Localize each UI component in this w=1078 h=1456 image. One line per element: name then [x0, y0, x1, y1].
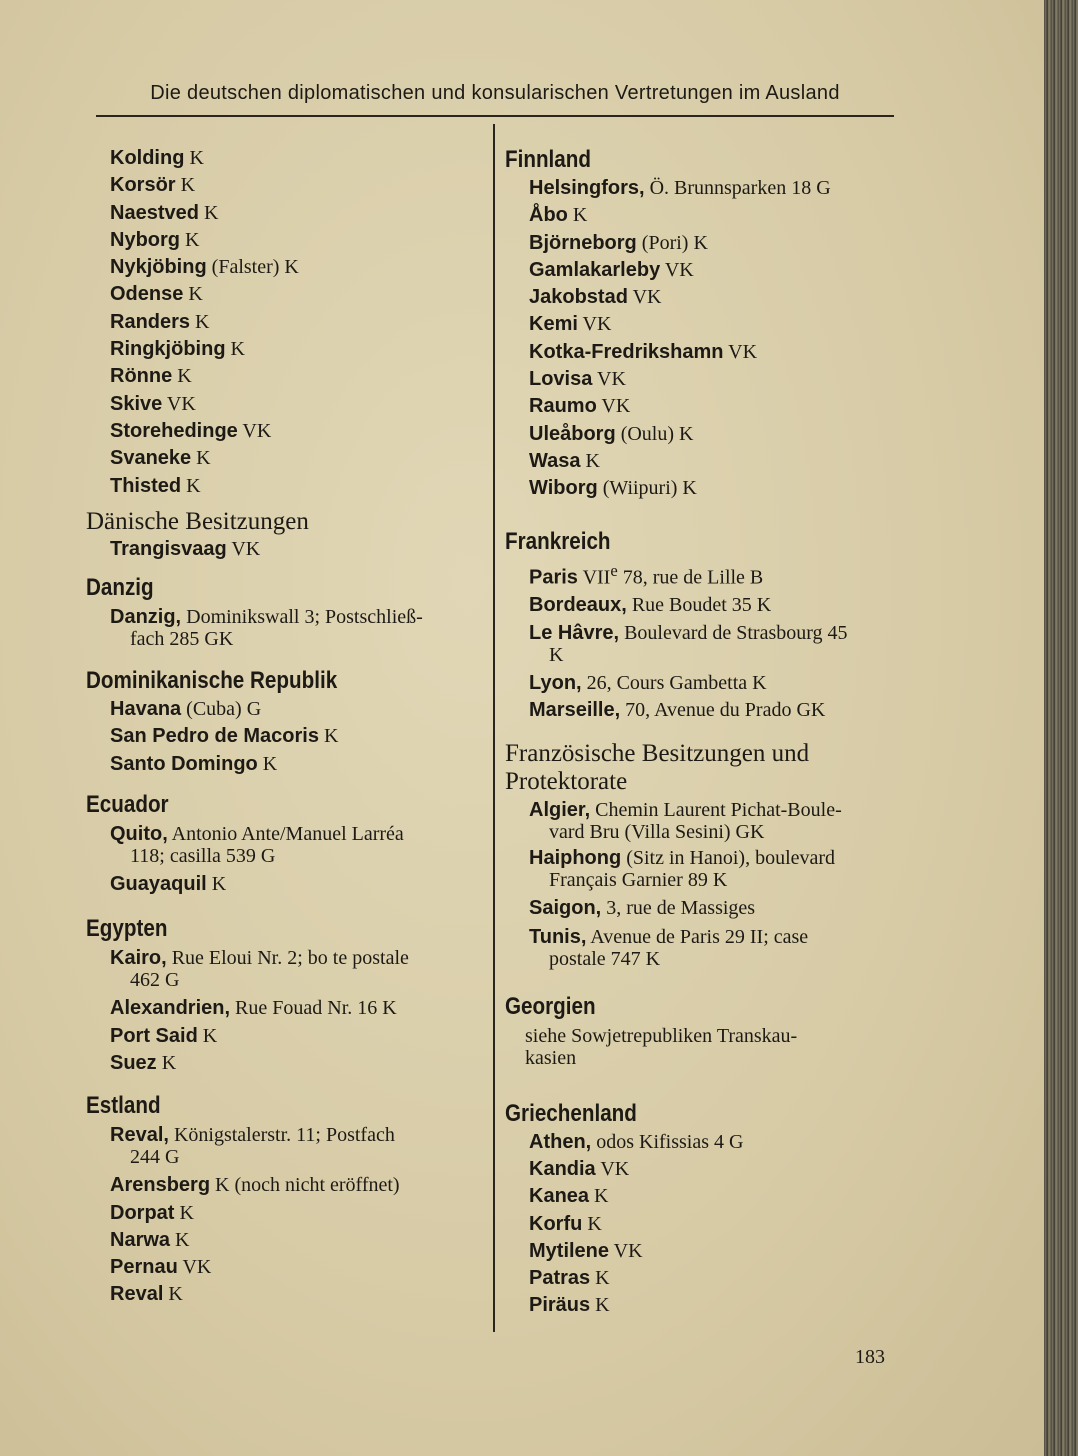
entry-name: Kemi	[529, 313, 578, 336]
entry	[86, 1050, 480, 1077]
entry	[86, 445, 480, 472]
entry	[86, 1227, 480, 1254]
entry-name: Skive	[110, 392, 163, 415]
entry-rest: K	[257, 752, 278, 775]
entry-name: Kairo,	[110, 947, 167, 970]
entry-rest: K	[180, 228, 200, 251]
entry	[86, 1200, 480, 1227]
entry-rest: K	[582, 1212, 602, 1235]
entry-rest: K	[191, 447, 211, 470]
entry-rest: K	[175, 174, 196, 197]
spacer	[505, 724, 897, 740]
entry	[505, 257, 897, 284]
entry-rest: K	[170, 1228, 190, 1251]
entry-rest: K	[181, 474, 201, 497]
entry	[86, 1172, 480, 1199]
entry	[505, 622, 897, 666]
entry-name: Naestved	[110, 201, 199, 224]
entry-name: Kotka-Fredrikshamn	[529, 340, 724, 363]
entry-name: Kolding	[110, 147, 185, 169]
entry-rest: K	[197, 1024, 218, 1047]
entry-rest: siehe Sowjetrepubliken Transkau-	[525, 1024, 798, 1047]
entry-name: Tunis,	[529, 925, 587, 948]
spacer	[86, 1077, 480, 1091]
entry-rest: (Cuba) G	[181, 698, 262, 721]
entry-rest: Dominikswall 3; Postschließ-	[181, 606, 423, 629]
entry	[505, 1265, 897, 1292]
country-heading: Frankreich	[505, 527, 611, 555]
entry-name: Trangisvaag	[110, 537, 227, 560]
entry	[86, 418, 480, 445]
entry-rest: (Falster) K	[206, 256, 299, 279]
entry	[505, 475, 897, 502]
entry-rest: K	[567, 204, 588, 227]
entry-name: Björneborg	[529, 231, 637, 254]
entry-name: Arensberg	[110, 1174, 211, 1197]
entry	[505, 557, 897, 592]
entry-name: Storehedinge	[110, 419, 238, 442]
country-heading: Finnland	[505, 146, 591, 173]
entry	[505, 847, 897, 891]
entry-rest: VK	[596, 395, 631, 418]
entry	[505, 1211, 897, 1238]
entry-continuation: K	[549, 643, 564, 666]
entry-name: Nyborg	[110, 228, 180, 251]
entry-rest: K	[198, 201, 219, 224]
entry-rest: K	[163, 1283, 183, 1306]
entry	[505, 1292, 897, 1319]
country-heading: Dänische Besitzungen	[86, 507, 309, 535]
entry	[505, 1183, 897, 1210]
entry-name: Piräus	[529, 1294, 591, 1317]
spacer	[86, 778, 480, 790]
entry-rest: VK	[177, 1256, 212, 1279]
entry-name: Lovisa	[529, 368, 593, 391]
entry-rest: Rue Eloui Nr. 2; bo te postale	[166, 947, 409, 970]
entry-rest: VK	[577, 313, 612, 336]
entry-name: Reval	[110, 1283, 164, 1306]
entry-name: Randers	[110, 310, 191, 333]
entry-rest: Rue Boudet 35 K	[626, 593, 772, 616]
entry-rest: VK	[627, 286, 662, 309]
country-heading: Danzig	[86, 574, 154, 602]
header-rule	[96, 115, 894, 117]
entry-name: Algier,	[529, 799, 591, 822]
entry	[86, 254, 480, 281]
book-edge	[1044, 0, 1078, 1456]
entry	[86, 1281, 480, 1308]
entry-rest: Königstalerstr. 11; Postfach	[168, 1124, 395, 1147]
entry-name: Saigon,	[529, 897, 602, 920]
left-column	[86, 145, 480, 1309]
entry-name: Korsör	[110, 174, 176, 197]
entry-rest: K	[225, 338, 245, 361]
entry-continuation: vard Bru (Villa Sesini) GK	[549, 821, 765, 844]
country-heading: Estland	[86, 1092, 161, 1120]
entry	[505, 1129, 897, 1156]
entry	[86, 1254, 480, 1281]
entry-name: Jakobstad	[529, 286, 628, 309]
entry	[505, 202, 897, 229]
entry-name: Bordeaux,	[529, 593, 627, 616]
page-number: 183	[855, 1346, 885, 1368]
country-heading: Georgien	[505, 992, 596, 1020]
entry	[505, 311, 897, 338]
entry	[505, 393, 897, 420]
country-heading: Egypten	[86, 915, 168, 943]
entry-name: Alexandrien,	[110, 997, 231, 1020]
entry-name: Athen,	[529, 1130, 592, 1153]
entry-rest: K	[590, 1294, 610, 1317]
entry-rest: VK	[609, 1239, 643, 1262]
entry-name: Kanea	[529, 1185, 590, 1208]
entry-rest: K	[156, 1051, 177, 1074]
entry-rest: (Pori) K	[636, 231, 708, 254]
entry-name: Guayaquil	[110, 873, 207, 896]
entry-rest: VK	[723, 340, 758, 363]
entry-name: Lyon,	[529, 671, 582, 694]
entry-name: Helsingfors,	[529, 177, 645, 199]
entry-rest: Ö. Brunnsparken 18 G	[644, 177, 831, 199]
entry-name: Åbo	[529, 204, 568, 227]
running-header: Die deutschen diplomatischen und konsularischen Vertretungen im Ausland	[150, 82, 840, 104]
entry	[86, 227, 480, 254]
entry-rest: K	[589, 1185, 609, 1208]
entry-name: Quito,	[110, 823, 168, 846]
entry-name: Wiborg	[529, 477, 598, 500]
spacer	[86, 654, 480, 666]
entry-rest: K	[183, 283, 203, 306]
entry-name: Le Hâvre,	[529, 621, 620, 644]
entry	[86, 309, 480, 336]
entry-rest: K	[174, 1201, 194, 1224]
entry-rest: Boulevard de Strasbourg 45	[619, 621, 848, 644]
entry-rest: Rue Fouad Nr. 16 K	[230, 997, 397, 1020]
entry	[505, 697, 897, 724]
entry-rest: K	[184, 147, 204, 169]
entry	[505, 670, 897, 697]
entry-name: Rönne	[110, 365, 173, 388]
entry-name: Port Said	[110, 1024, 198, 1047]
entry	[86, 823, 480, 867]
entry	[86, 696, 480, 723]
entry-name: Uleåborg	[529, 422, 616, 445]
entry	[86, 336, 480, 363]
entry-rest: K (noch nicht eröffnet)	[210, 1174, 400, 1197]
entry	[505, 421, 897, 448]
entry-rest: VII	[577, 566, 611, 589]
entry-name: Santo Domingo	[110, 752, 258, 775]
entry-rest: VK	[162, 392, 196, 415]
entry	[86, 145, 480, 172]
entry	[86, 751, 480, 778]
entry	[86, 281, 480, 308]
entry	[505, 448, 897, 475]
entry-continuation: kasien	[525, 1046, 577, 1069]
entry	[86, 1023, 480, 1050]
entry-rest: Antonio Ante/Manuel Larréa	[167, 823, 404, 846]
entry-rest: K	[190, 310, 210, 333]
entry	[86, 363, 480, 390]
entry-name: Patras	[529, 1267, 591, 1290]
entry-rest: (Oulu) K	[615, 422, 694, 445]
entry-name: Suez	[110, 1051, 157, 1074]
entry	[505, 230, 897, 257]
entry	[86, 536, 480, 563]
spacer	[505, 1073, 897, 1099]
entry-rest: 78, rue de Lille B	[617, 566, 764, 589]
entry	[86, 1124, 480, 1168]
entry	[505, 175, 897, 202]
entry-rest: VK	[237, 419, 272, 442]
entry-name: Raumo	[529, 395, 597, 418]
spacer	[505, 974, 897, 992]
entry	[505, 926, 897, 970]
entry-name: Gamlakarleby	[529, 258, 661, 281]
entry-name: Paris	[529, 566, 578, 589]
entry	[505, 1156, 897, 1183]
entry-rest: odos Kifissias 4 G	[591, 1130, 744, 1153]
entry-rest: (Wiipuri) K	[597, 477, 697, 500]
entry-rest: K	[172, 365, 192, 388]
entry-name: Ringkjöbing	[110, 338, 226, 361]
entry-name: Mytilene	[529, 1239, 610, 1262]
entry	[505, 1025, 897, 1069]
spacer	[86, 898, 480, 914]
country-heading: Französische Besitzungen und Protektorate	[505, 740, 810, 796]
entry	[505, 339, 897, 366]
entry-name: Odense	[110, 283, 184, 306]
entry	[86, 606, 480, 650]
entry-continuation: Français Garnier 89 K	[549, 869, 728, 892]
entry-name: Danzig,	[110, 606, 182, 629]
entry-rest: (Sitz in Hanoi), boulevard	[621, 847, 836, 870]
entry	[86, 723, 480, 750]
country-heading: Griechenland	[505, 1099, 637, 1127]
spacer	[86, 500, 480, 508]
entry-name: Kandia	[529, 1158, 596, 1180]
entry	[505, 895, 897, 922]
entry-rest: K	[206, 873, 227, 896]
entry-name: Svaneke	[110, 447, 192, 470]
country-heading: Dominikanische Republik	[86, 667, 338, 695]
entry	[86, 947, 480, 991]
entry-rest: VK	[595, 1158, 630, 1180]
entry-continuation: 462 G	[130, 969, 180, 992]
entry-rest: K	[318, 725, 339, 748]
entry-rest: 3, rue de Massiges	[601, 897, 756, 920]
entry	[86, 995, 480, 1022]
entry	[505, 284, 897, 311]
entry-continuation: 118; casilla 539 G	[130, 845, 276, 868]
entry-continuation: 244 G	[130, 1146, 180, 1169]
entry	[86, 391, 480, 418]
entry-rest: 70, Avenue du Prado GK	[620, 699, 826, 722]
entry-name: Korfu	[529, 1212, 583, 1235]
entry-name: Nykjöbing	[110, 256, 207, 279]
entry	[505, 592, 897, 619]
entry	[86, 172, 480, 199]
entry	[505, 799, 897, 843]
daenemark-list	[86, 145, 480, 500]
column-divider	[493, 124, 495, 1332]
entry-rest: VK	[660, 258, 694, 281]
country-heading: Ecuador	[86, 791, 169, 819]
entry-rest: VK	[226, 537, 261, 560]
entry-name: Marseille,	[529, 699, 621, 722]
spacer	[86, 563, 480, 573]
entry	[86, 871, 480, 898]
entry	[86, 473, 480, 500]
entry-name: Thisted	[110, 474, 182, 497]
entry-rest: K	[590, 1267, 610, 1290]
entry-name: San Pedro de Macoris	[110, 725, 319, 748]
entry	[86, 200, 480, 227]
entry-rest: Chemin Laurent Pichat-Boule-	[590, 799, 842, 822]
entry-name: Havana	[110, 698, 182, 721]
entry-superscript: e	[610, 560, 618, 580]
entry-name: Narwa	[110, 1228, 171, 1251]
entry-rest: Avenue de Paris 29 II; case	[586, 925, 809, 948]
spacer	[505, 503, 897, 527]
right-column	[505, 145, 897, 1320]
entry-rest: K	[580, 449, 600, 472]
entry-name: Haiphong	[529, 847, 622, 870]
entry-name: Pernau	[110, 1256, 178, 1279]
entry-name: Wasa	[529, 449, 581, 472]
entry-continuation: fach 285 GK	[130, 628, 234, 651]
entry-name: Reval,	[110, 1124, 169, 1147]
entry-rest: VK	[592, 368, 626, 391]
entry-continuation: postale 747 K	[549, 947, 661, 970]
entry-rest: 26, Cours Gambetta K	[581, 671, 767, 694]
entry	[505, 366, 897, 393]
entry-name: Dorpat	[110, 1201, 175, 1224]
entry	[505, 1238, 897, 1265]
